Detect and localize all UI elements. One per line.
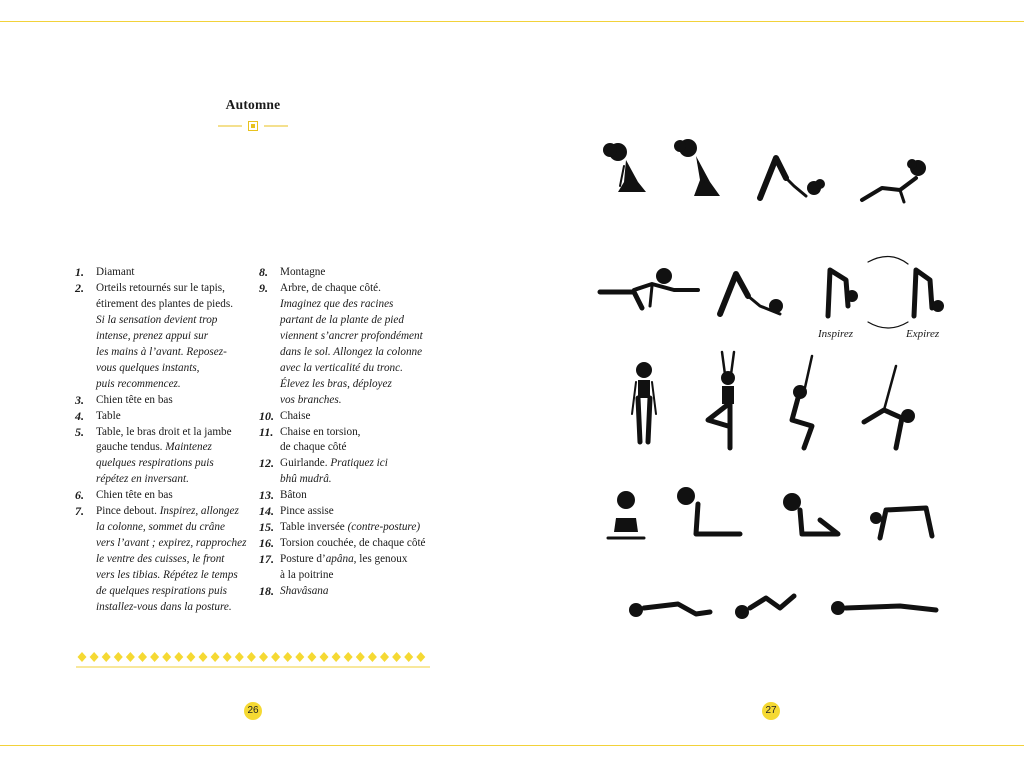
pose-number: 11. [259, 424, 274, 439]
pose-number: 5. [75, 424, 84, 439]
pose-description: Guirlande. Pratiquez ici bhû mudrâ. [280, 457, 388, 486]
pose-list-item [75, 409, 253, 425]
pose-description: Table [96, 409, 121, 422]
pose-downward-dog-figure-1 [760, 158, 825, 198]
exhale-caption: Expirez [906, 328, 940, 340]
pose-list-item [259, 504, 439, 520]
pose-number: 13. [259, 488, 274, 503]
pose-apana-figure [735, 596, 794, 619]
top-rule [0, 21, 1024, 22]
pose-number: 9. [259, 280, 268, 295]
pose-list-item [75, 265, 253, 281]
pose-illustrations [590, 130, 960, 630]
pose-number: 16. [259, 536, 274, 551]
pose-description: Montagne [280, 266, 326, 278]
pose-downward-dog-figure-2 [720, 274, 783, 314]
pose-description: Pince assise [280, 505, 334, 518]
pose-chair-twist-figure [864, 366, 915, 448]
pose-description: Bâton [280, 489, 307, 502]
pose-seated-fold-figure [783, 493, 838, 534]
pose-list-item [75, 393, 253, 409]
pose-number: 6. [75, 488, 84, 503]
pose-number: 4. [75, 408, 84, 423]
pose-table-figure-1 [862, 159, 926, 202]
pose-mountain-figure [632, 362, 656, 442]
pose-number: 12. [259, 456, 274, 471]
pose-list-item [75, 425, 253, 489]
pose-list-item [259, 520, 439, 536]
pose-list-item [75, 504, 253, 616]
pose-supine-twist-figure [629, 603, 710, 617]
pose-list-item [259, 265, 439, 281]
pose-garland-figure [608, 491, 644, 538]
pose-forward-fold-figure-2 [914, 270, 944, 316]
pose-number: 7. [75, 504, 84, 519]
pose-description: Arbre, de chaque côté. Imaginez que des racines partant de la plante de pied viennent s’ancrer profondément dans le sol. Allongez la colonne avec la verticalité du tronc. Élevez les bras, déployez vos branches. [280, 281, 423, 406]
page-number-left: 26 [244, 702, 262, 720]
pose-list-item [259, 552, 439, 584]
pose-description: Shavâsana [280, 585, 329, 598]
pose-number: 2. [75, 280, 84, 295]
pose-list-item [259, 281, 439, 409]
pose-reverse-table-figure [870, 508, 932, 538]
pose-list-left [75, 265, 253, 616]
inhale-arrow [868, 256, 908, 264]
pose-description: Table, le bras droit et la jambe gauche tendus. Maintenez quelques respirations puis répétez en inversant. [96, 425, 232, 486]
inhale-caption: Inspirez [818, 328, 854, 340]
page-title: Automne [225, 97, 281, 112]
pose-list-item [259, 456, 439, 488]
pose-list-item [75, 488, 253, 504]
pose-description: Chien tête en bas [96, 489, 173, 502]
decorative-band [76, 650, 430, 670]
pose-description: Torsion couchée, de chaque côté [280, 537, 426, 550]
pose-list-item [75, 281, 253, 393]
pose-tree-figure [708, 352, 735, 448]
pose-list-item [259, 409, 439, 425]
exhale-arrow [868, 322, 908, 328]
pose-description: Diamant [96, 266, 135, 278]
pose-description: Pince debout. Inspirez, allongez la colonne, sommet du crâne vers l’avant ; expirez, rapprochez le ventre des cuisses, le front vers les tibias. Répétez le temps de quelques respirations puis installez-vous dans la posture. [96, 505, 247, 614]
pose-table-extended-figure [600, 268, 698, 308]
pose-forward-fold-figure-1 [828, 270, 858, 316]
pose-number: 14. [259, 504, 274, 519]
pose-description: Table inversée (contre-posture) [280, 521, 421, 534]
pose-chair-figure [792, 356, 812, 448]
bottom-rule [0, 745, 1024, 746]
pose-list-item [259, 425, 439, 457]
pose-number: 18. [259, 584, 274, 599]
pose-diamond-figure [603, 143, 646, 192]
title-ornament [216, 119, 290, 133]
pose-list-item [259, 488, 439, 504]
pose-description: Posture d’apâna, les genoux à la poitrine [280, 553, 408, 582]
pose-number: 17. [259, 552, 274, 567]
pose-description: Chaise en torsion, de chaque côté [280, 425, 361, 454]
pose-number: 3. [75, 392, 84, 407]
page-number-right: 27 [762, 702, 780, 720]
pose-description: Chien tête en bas [96, 393, 173, 406]
pose-shavasana-figure [831, 601, 936, 615]
pose-description: Chaise [280, 409, 311, 422]
pose-list-right [259, 265, 439, 600]
pose-number: 15. [259, 520, 274, 535]
pose-description: Orteils retournés sur le tapis, étirement des plantes de pieds. Si la sensation devient trop intense, prenez appui sur les mains à l’avant. Reposez- vous quelques instants, puis recommencez. [96, 281, 234, 390]
pose-number: 10. [259, 408, 274, 423]
pose-number: 1. [75, 265, 84, 279]
pose-list-item [259, 584, 439, 600]
pose-list-item [259, 536, 439, 552]
pose-staff-figure [677, 487, 740, 534]
pose-toes-tucked-figure [674, 139, 720, 196]
pose-number: 8. [259, 265, 268, 279]
